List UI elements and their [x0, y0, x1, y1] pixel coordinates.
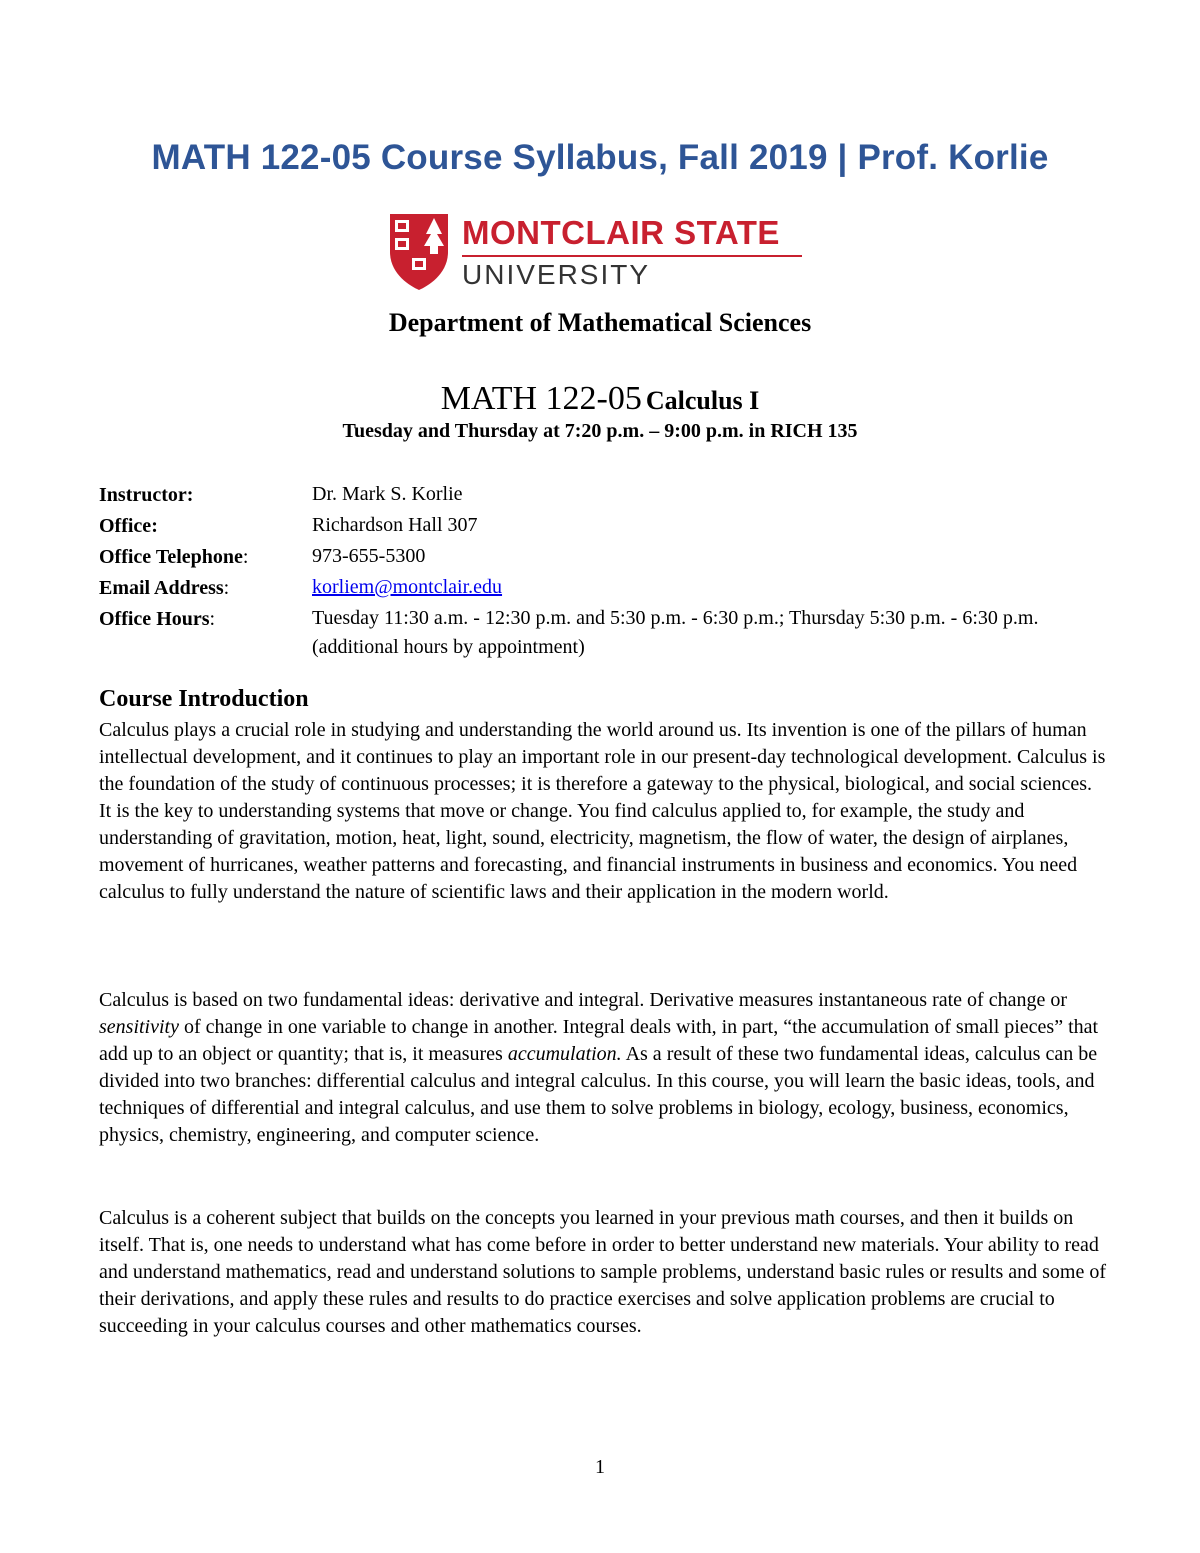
phone-label-cell	[99, 542, 312, 573]
paragraph-2-text-a: Calculus is based on two fundamental ideas: derivative and integral. Derivative measures instantaneous rate of change or	[99, 989, 1068, 1011]
accumulation-emphasis: accumulation.	[507, 1043, 622, 1065]
hours-label-cell	[99, 604, 312, 662]
logo-divider	[462, 255, 802, 257]
email-label-cell	[99, 573, 312, 604]
email-value-cell	[312, 573, 1109, 604]
course-name: Calculus I	[645, 386, 760, 415]
page-number: 1	[595, 1456, 605, 1478]
info-row-email	[99, 573, 1109, 604]
document-title: MATH 122-05 Course Syllabus, Fall 2019 | Prof. Korlie	[151, 138, 1049, 177]
instructor-info	[99, 480, 1109, 662]
intro-paragraph-1: Calculus plays a crucial role in studying and understanding the world around us. Its invention is one of the pillars of human intellectual development, and it continues to play an important role in our present-day technological development. Calculus is the foundation of the study of continuous processes; it is therefore a gateway to the physical, biological, and social sciences. It is the key to understanding systems that move or change. You find calculus applied to, for example, the study and understanding of gravitation, motion, heat, light, sound, electricity, magnetism, the flow of water, the design of airplanes, movement of hurricanes, weather patterns and forecasting, and financial instruments in business and economics. You need calculus to fully understand the nature of scientific laws and their application in the modern world.	[99, 719, 1106, 903]
hours-label-colon: :	[209, 608, 216, 630]
sensitivity-emphasis: sensitivity	[99, 1016, 179, 1038]
course-heading	[0, 380, 1200, 418]
instructor-label: Instructor:	[99, 484, 194, 506]
office-label: Office:	[99, 515, 158, 537]
office-value: Richardson Hall 307	[312, 514, 478, 536]
email-label-colon: :	[223, 577, 230, 599]
department-name: Department of Mathematical Sciences	[388, 308, 812, 337]
university-logo	[388, 212, 808, 292]
logo-wordmark-bottom: UNIVERSITY	[462, 259, 651, 290]
section-heading: Course Introduction	[99, 686, 309, 712]
email-link[interactable]: korliem@montclair.edu	[312, 576, 503, 598]
hours-label: Office Hours	[99, 608, 210, 630]
email-label: Email Address	[99, 577, 224, 599]
info-row-office	[99, 511, 1109, 542]
instructor-value: Dr. Mark S. Korlie	[312, 483, 463, 505]
logo-wordmark-top: MONTCLAIR STATE	[462, 214, 780, 251]
intro-paragraph-3: Calculus is a coherent subject that builds on the concepts you learned in your previous math courses, and then it builds on itself. That is, one needs to understand what has come before in order to better understand new materials. Your ability to read and understand mathematics, read and understand solutions to sample problems, understand basic rules or results and some of their derivations, and apply these rules and results to do practice exercises and solve application problems are crucial to succeeding in your calculus courses and other mathematics courses.	[99, 1207, 1106, 1337]
info-row-hours	[99, 604, 1109, 662]
shield-icon	[388, 212, 450, 292]
phone-label-colon: :	[242, 546, 249, 568]
paragraph-2-text-c: As a result of these two fundamental ideas, calculus can be divided into two branches: differential calculus and integral calculus. In this course, you will learn the basic ideas, tools, and techniques of differential and integral calculus, and use them to solve problems in biology, ecology, business, economics, physics, chemistry, engineering, and computer science.	[99, 1043, 1098, 1146]
hours-value: Tuesday 11:30 a.m. - 12:30 p.m. and 5:30 p.m. - 6:30 p.m.; Thursday 5:30 p.m. - 6:30 p.m. (additional hours by appointment)	[312, 607, 1039, 658]
course-code: MATH 122-05	[440, 380, 642, 417]
paragraph-2-text-b: of change in one variable to change in another. Integral deals with, in part, “the accumulation of small pieces” that add up to an object or quantity; that is, it measures	[99, 1016, 1099, 1065]
intro-paragraph-2	[99, 987, 1109, 1149]
course-schedule: Tuesday and Thursday at 7:20 p.m. – 9:00 p.m. in RICH 135	[342, 420, 858, 442]
phone-value: 973-655-5300	[312, 545, 426, 567]
info-row-phone	[99, 542, 1109, 573]
phone-label: Office Telephone	[99, 546, 243, 568]
info-row-instructor	[99, 480, 1109, 511]
